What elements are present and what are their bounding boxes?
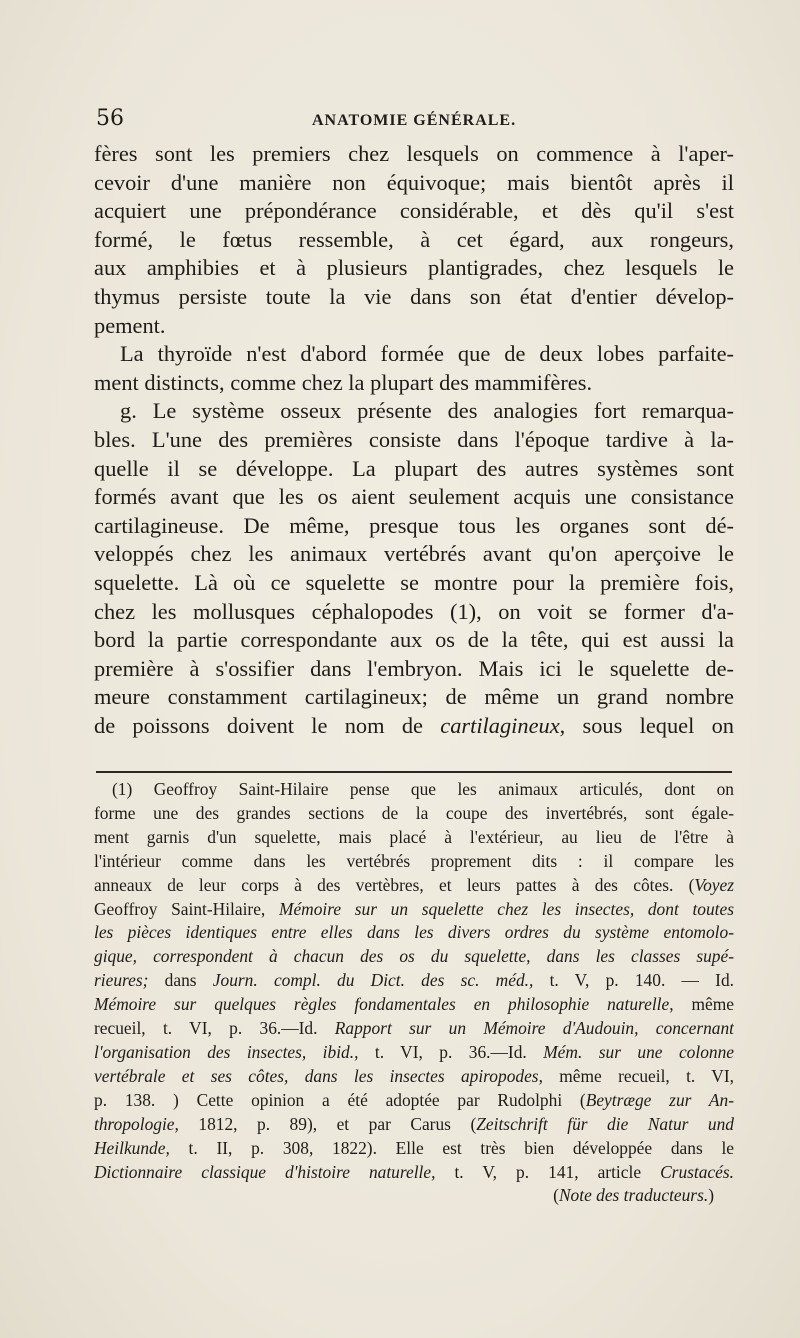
text-line: squelette. Là où ce squelette se montre pour la première fois, [94, 569, 734, 595]
footnote-line: forme une des grandes sections de la coupe des invertébrés, sont égale- [94, 802, 734, 823]
page-header [96, 104, 732, 134]
text-line: meure constamment cartilagineux; de même un grand nombre [94, 684, 734, 710]
text-line: cevoir d'une manière non équivoque; mais bientôt après il [94, 169, 734, 195]
text-line: formé, le fœtus ressemble, à cet égard, aux rongeurs, [94, 226, 734, 252]
text-line: de poissons doivent le nom de cartilagineux, sous lequel on [94, 712, 734, 738]
text-line: La thyroïde n'est d'abord formée que de deux lobes parfaite- [120, 341, 734, 367]
footnote-line: (Note des traducteurs.) [553, 1185, 714, 1206]
footnote-line: Dictionnaire classique d'histoire naturelle, t. V, p. 141, article Crustacés. [94, 1161, 734, 1182]
text-line: veloppés chez les animaux vertébrés avant qu'on aperçoive le [94, 541, 734, 567]
main-text [94, 140, 734, 740]
text-line: thymus persiste toute la vie dans son état d'entier dévelop- [94, 283, 734, 309]
footnote-line: l'intérieur comme dans les vertébrés proprement dits : il compare les [94, 850, 734, 871]
footnote-line: Geoffroy Saint-Hilaire, Mémoire sur un squelette chez les insectes, dont toutes [94, 898, 734, 919]
footnote-line: rieures; dans Journ. compl. du Dict. des sc. méd., t. V, p. 140. — Id. [94, 970, 734, 991]
footnote-rule [96, 771, 732, 773]
footnote-line: p. 138. ) Cette opinion a été adoptée par Rudolphi (Beytræge zur An- [94, 1089, 734, 1110]
text-line: bord la partie correspondante aux os de la tête, qui est aussi la [94, 627, 734, 653]
footnote-line: les pièces identiques entre elles dans les divers ordres du système entomolo- [94, 922, 734, 943]
footnote-line: (1) Geoffroy Saint-Hilaire pense que les animaux articulés, dont on [112, 779, 734, 799]
footnote-line: ment garnis d'un squelette, mais placé à l'extérieur, au lieu de l'être à [94, 826, 734, 847]
footnote-line: Heilkunde, t. II, p. 308, 1822). Elle est très bien développée dans le [94, 1137, 734, 1158]
footnote-line: anneaux de leur corps à des vertèbres, et leurs pattes à des côtes. (Voyez [94, 874, 734, 895]
footnote-line: l'organisation des insectes, ibid., t. VI, p. 36.—Id. Mém. sur une colonne [94, 1041, 734, 1062]
footnote-line: recueil, t. VI, p. 36.—Id. Rapport sur un Mémoire d'Audouin, concernant [94, 1018, 734, 1039]
text-line: pement. [94, 312, 166, 338]
footnote [94, 778, 734, 1208]
footnote-line: thropologie, 1812, p. 89), et par Carus (Zeitschrift für die Natur und [94, 1113, 734, 1134]
text-line: g. Le système osseux présente des analogies fort remarqua- [120, 398, 734, 424]
text-line: acquiert une prépondérance considérable, et dès qu'il s'est [94, 198, 734, 224]
text-line: chez les mollusques céphalopodes (1), on voit se former d'a- [94, 598, 734, 624]
footnote-line: gique, correspondent à chacun des os du squelette, dans les classes supé- [94, 946, 734, 967]
text-line: bles. L'une des premières consiste dans l'époque tardive à la- [94, 426, 734, 452]
italic-term: cartilagineux [440, 712, 560, 738]
text-line: quelle il se développe. La plupart des autres systèmes sont [94, 455, 734, 481]
page-number: 56 [96, 106, 124, 131]
text-line: aux amphibies et à plusieurs plantigrades, chez lesquels le [94, 255, 734, 281]
running-title: ANATOMIE GÉNÉRALE. [312, 112, 517, 129]
footnote-line: Mémoire sur quelques règles fondamentales en philosophie naturelle, même [94, 994, 734, 1015]
text-line: ment distincts, comme chez la plupart des mammifères. [94, 369, 593, 395]
text-line: formés avant que les os aient seulement acquis une consistance [94, 484, 734, 510]
text-line: première à s'ossifier dans l'embryon. Mais ici le squelette de- [94, 655, 734, 681]
text-line: fères sont les premiers chez lesquels on commence à l'aper- [94, 141, 734, 166]
text-line: cartilagineuse. De même, presque tous les organes sont dé- [94, 512, 734, 538]
footnote-line: vertébrale et ses côtes, dans les insectes apiropodes, même recueil, t. VI, [94, 1065, 734, 1086]
